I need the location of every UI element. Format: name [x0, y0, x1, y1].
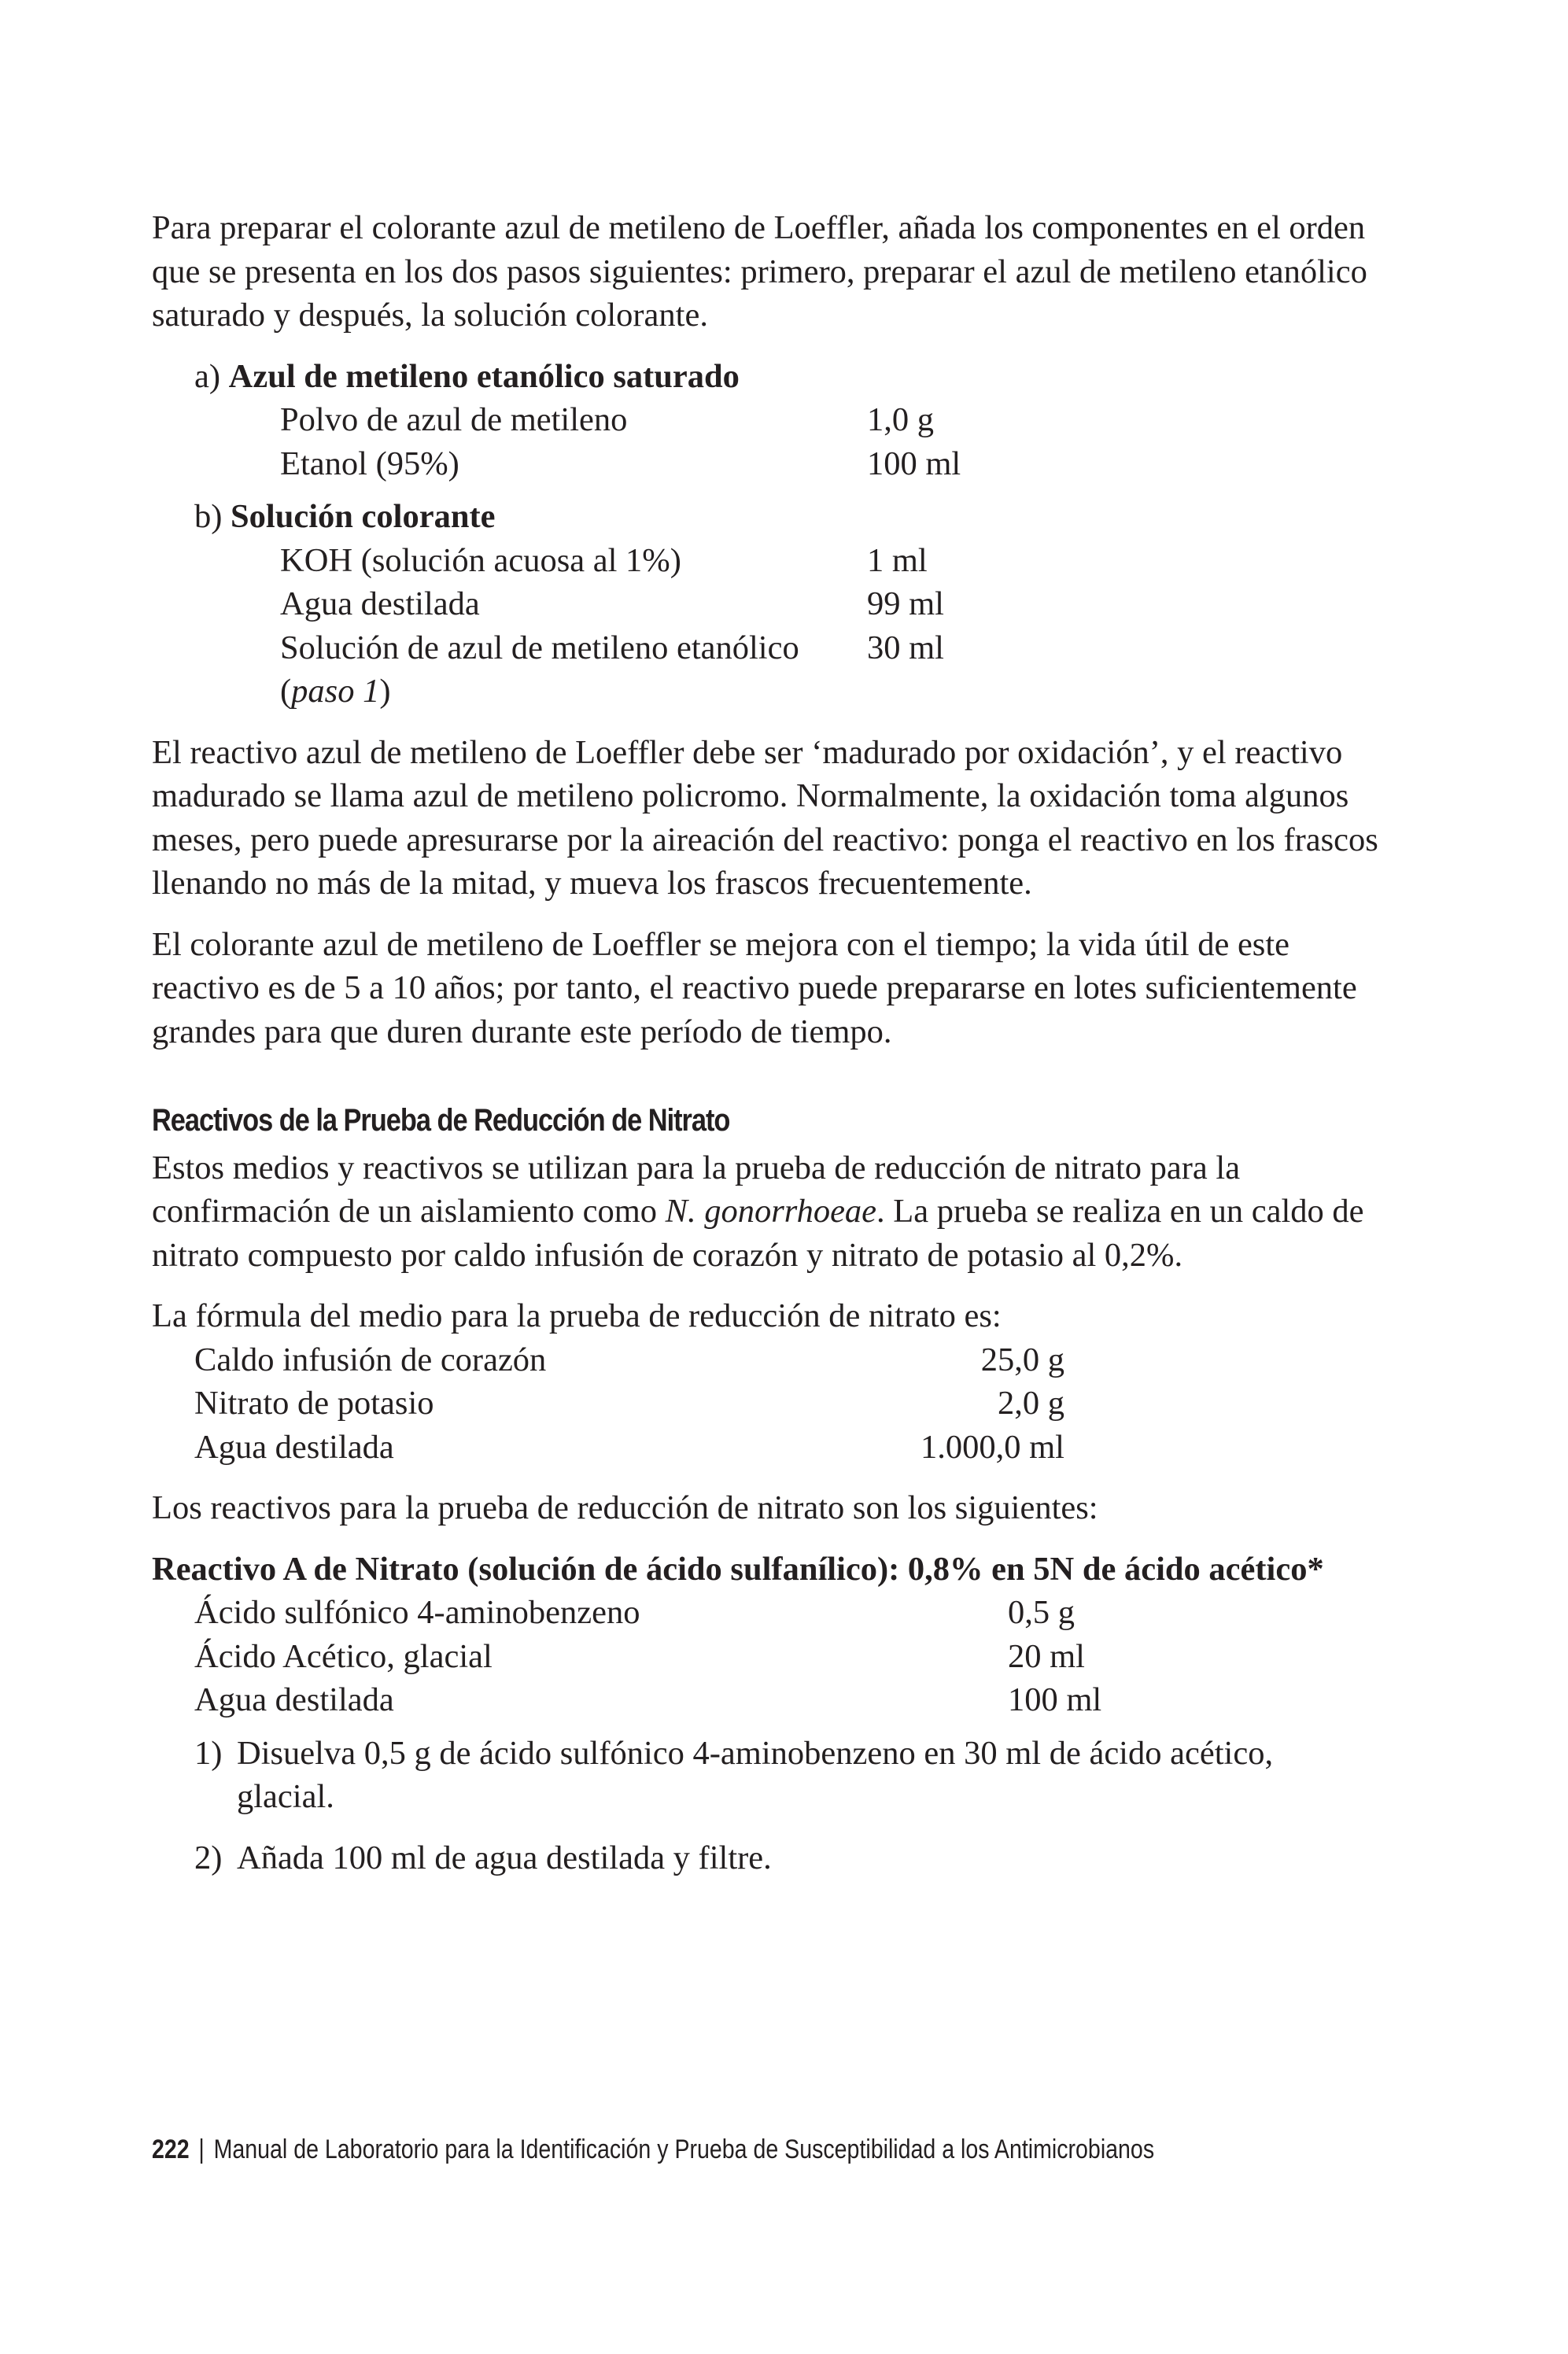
step-reference-note: (paso 1): [280, 673, 391, 710]
page-content: [152, 206, 1379, 1897]
oxidation-paragraph: El reactivo azul de metileno de Loeffler debe ser ‘madurado por oxidación’, y el reactivo madurado se llama azul de metileno policromo. Normalmente, la oxidación toma algunos meses, pero puede apresurarse por la aireación del reactivo: ponga el reactivo en los frascos llenando no más de la mitad, y mueva los frascos frecuentemente.: [152, 733, 1378, 902]
reagent-value: 20 ml: [1008, 1637, 1085, 1675]
reagent-row: [152, 1678, 1379, 1722]
formula-value: 2,0 g: [998, 1385, 1064, 1422]
ingredient-row: [194, 539, 1379, 583]
page-number: 222: [152, 2134, 190, 2164]
formula-name: Agua destilada: [194, 1428, 394, 1466]
ingredient-name: Agua destilada: [280, 585, 480, 622]
reagent-row: [152, 1635, 1379, 1679]
formula-value: 25,0 g: [980, 1341, 1064, 1378]
footer-title: Manual de Laboratorio para la Identificación y Prueba de Susceptibilidad a los Antimicrobianos: [213, 2134, 1155, 2164]
step-b-title: Solución colorante: [231, 498, 496, 535]
reagent-value: 0,5 g: [1008, 1594, 1075, 1631]
procedure-step: [194, 1732, 1379, 1819]
formula-name: Nitrato de potasio: [194, 1385, 434, 1422]
reagents-intro: Los reactivos para la prueba de reducción de nitrato son los siguientes:: [152, 1489, 1098, 1526]
reagent-a-table: [152, 1591, 1379, 1722]
formula-intro: La fórmula del medio para la prueba de reducción de nitrato es:: [152, 1297, 1002, 1334]
step-b-block: [152, 495, 1379, 714]
shelf-life-paragraph: El colorante azul de metileno de Loeffler se mejora con el tiempo; la vida útil de este reactivo es de 5 a 10 años; por tanto, el reactivo puede prepararse en lotes suficientemente grandes para que duren durante este período de tiempo.: [152, 925, 1357, 1050]
ingredient-name: Solución de azul de metileno etanólico: [280, 629, 799, 666]
ingredient-value: 1,0 g: [867, 401, 934, 438]
reagent-row: [152, 1591, 1379, 1635]
formula-row: [152, 1382, 1379, 1426]
ingredient-row: [194, 442, 1379, 486]
step-a-block: [152, 355, 1379, 486]
ingredient-value: 100 ml: [867, 445, 961, 482]
step-b-label: b): [194, 498, 223, 535]
ingredient-row: [194, 582, 1379, 626]
formula-value: 1.000,0 ml: [921, 1428, 1064, 1466]
step-number: 1): [194, 1734, 223, 1772]
reagent-name: Ácido Acético, glacial: [194, 1637, 493, 1675]
step-text: Disuelva 0,5 g de ácido sulfónico 4-aminobenzeno en 30 ml de ácido acético, glacial.: [237, 1734, 1274, 1815]
step-a-title: Azul de metileno etanólico saturado: [228, 357, 740, 395]
ingredient-value: 30 ml: [867, 629, 944, 666]
ingredient-value: 1 ml: [867, 541, 928, 579]
formula-name: Caldo infusión de corazón: [194, 1341, 547, 1378]
procedure-step: [194, 1836, 1379, 1880]
ingredient-name: Etanol (95%): [280, 445, 459, 482]
footer-separator: |: [198, 2134, 205, 2164]
ingredient-value: 99 ml: [867, 585, 944, 622]
ingredient-row: [194, 626, 1379, 670]
step-reference-italic: paso 1: [291, 673, 380, 710]
intro-paragraph: Para preparar el colorante azul de metileno de Loeffler, añada los componentes en el orden que se presenta en los dos pasos siguientes: primero, preparar el azul de metileno etanólico saturado y después, la solución colorante.: [152, 209, 1367, 334]
nitrate-paragraph: Estos medios y reactivos se utilizan para la prueba de reducción de nitrato para la confirmación de un aislamiento como N. gonorrhoeae. La prueba se realiza en un caldo de nitrato compuesto por caldo infusión de corazón y nitrato de potasio al 0,2%.: [152, 1149, 1364, 1274]
step-text: Añada 100 ml de agua destilada y filtre.: [237, 1839, 772, 1876]
step-number: 2): [194, 1839, 223, 1876]
reagent-name: Agua destilada: [194, 1681, 394, 1718]
reagent-name: Ácido sulfónico 4-aminobenzeno: [194, 1594, 640, 1631]
page-footer: [152, 2134, 1154, 2165]
organism-name: N. gonorrhoeae: [665, 1193, 877, 1230]
reagent-a-title: Reactivo A de Nitrato (solución de ácido sulfanílico): 0,8% en 5N de ácido acético*: [152, 1550, 1324, 1588]
formula-row: [152, 1338, 1379, 1382]
ingredient-name: KOH (solución acuosa al 1%): [280, 541, 681, 579]
formula-table: [152, 1338, 1379, 1470]
ingredient-row: [194, 398, 1379, 442]
step-a-label: a): [194, 357, 221, 395]
formula-row: [152, 1426, 1379, 1470]
ingredient-name: Polvo de azul de metileno: [280, 401, 628, 438]
reagent-value: 100 ml: [1008, 1681, 1102, 1718]
procedure-steps: [152, 1732, 1379, 1880]
section-heading: Reactivos de la Prueba de Reducción de Nitrato: [152, 1103, 730, 1138]
